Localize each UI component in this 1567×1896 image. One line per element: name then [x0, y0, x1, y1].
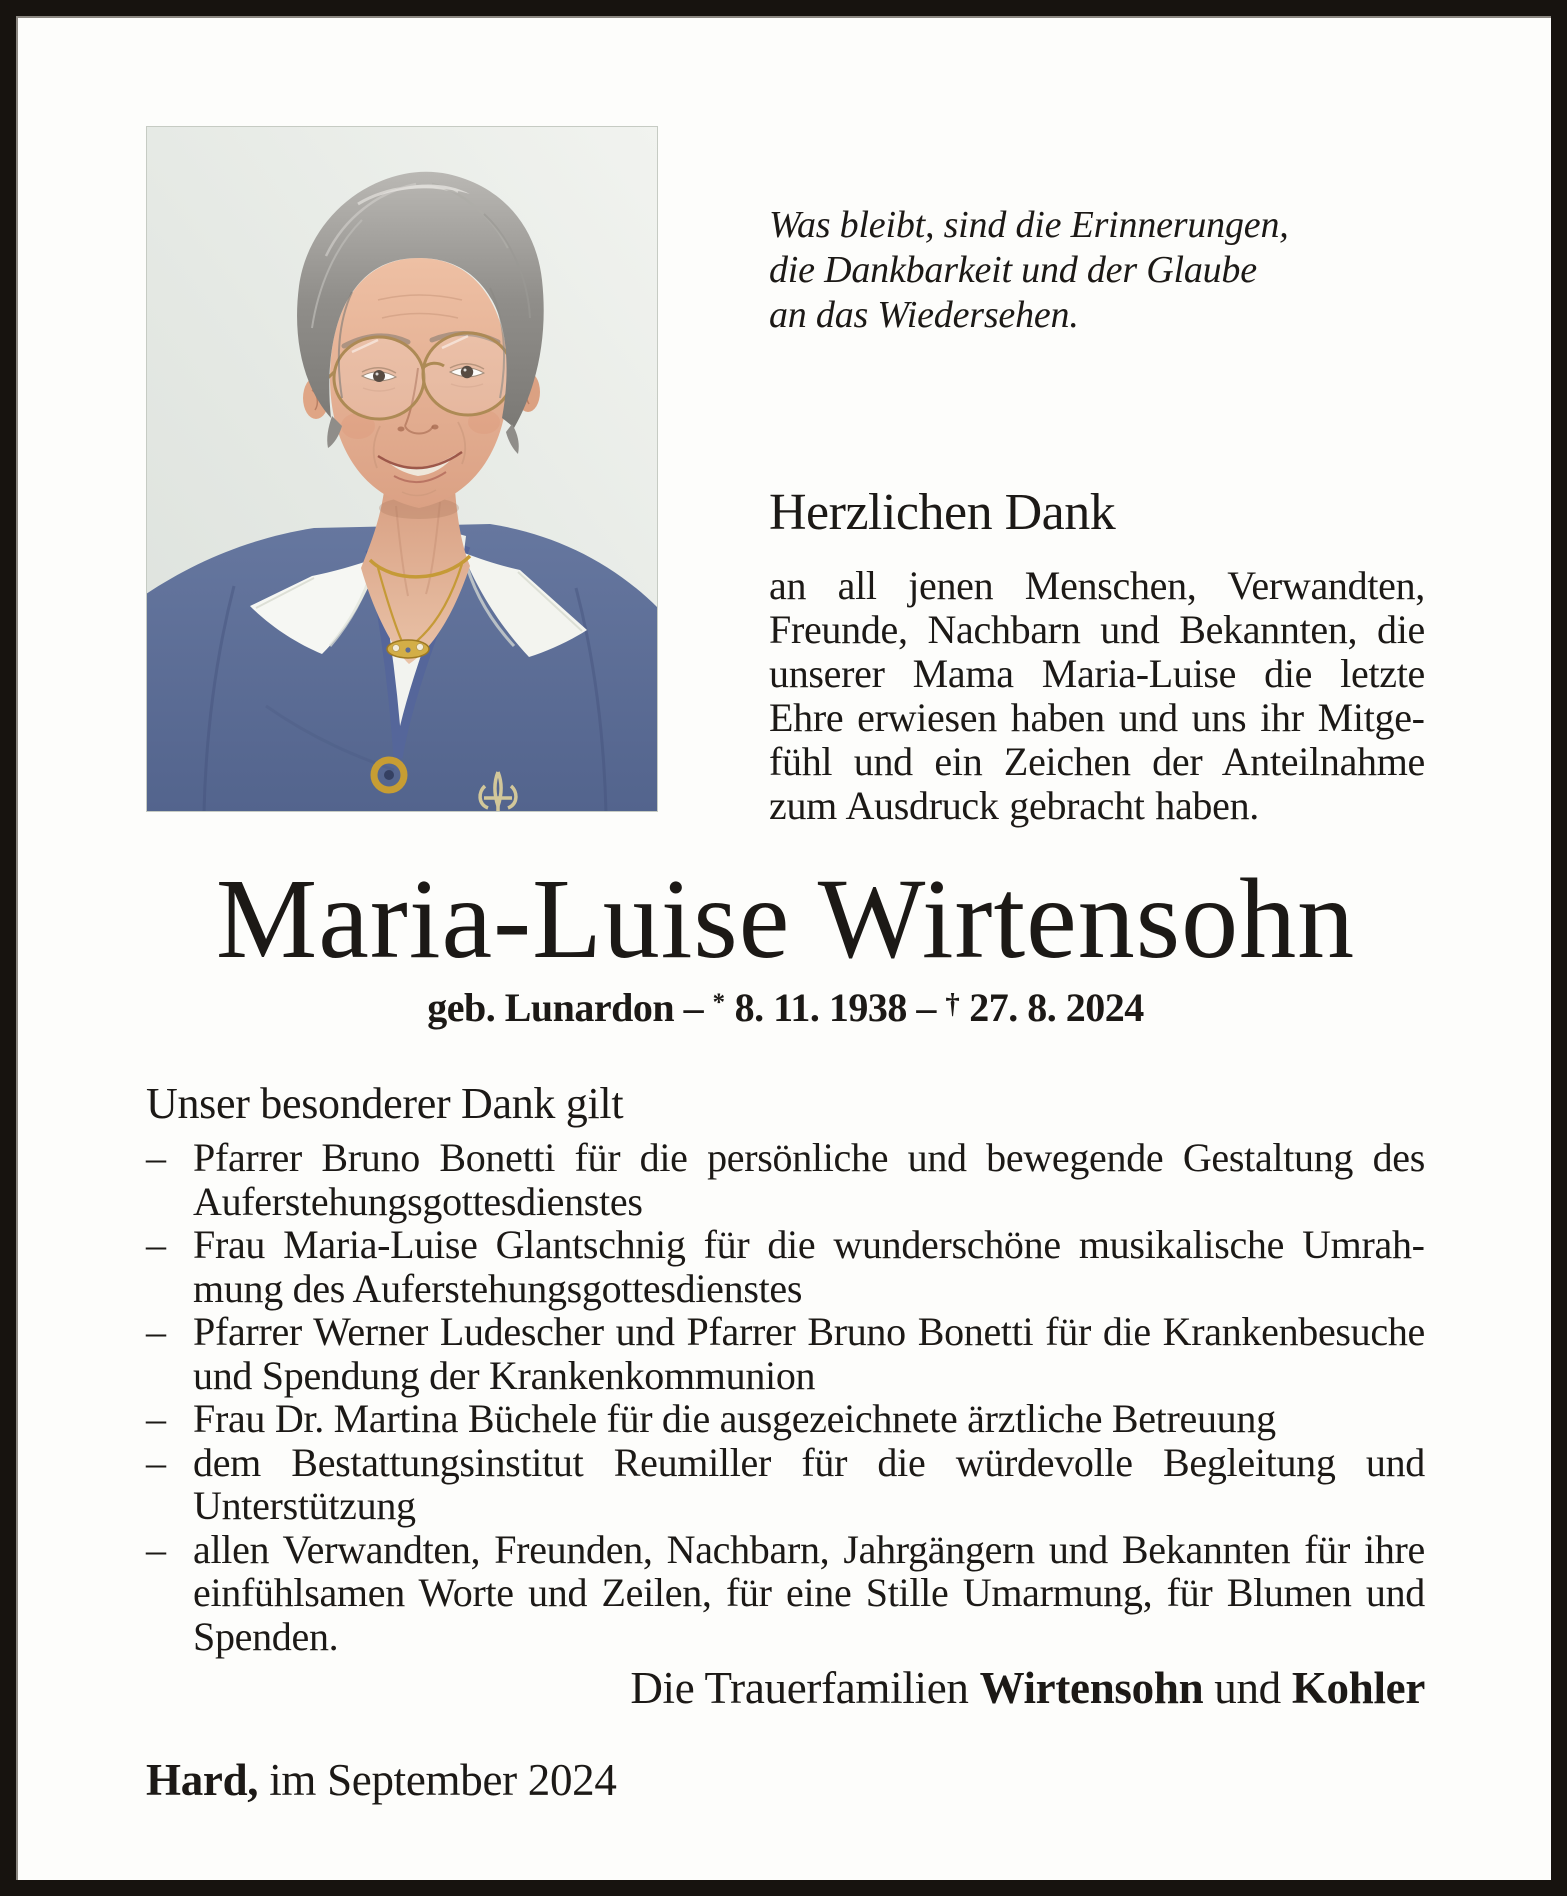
dash-bullet: –: [146, 1526, 166, 1572]
list-item-text: Frau Dr. Martina Büchele für die ausgezeichnete ärztliche Betreuung: [193, 1396, 1276, 1442]
family-name-2: Kohler: [1291, 1663, 1425, 1714]
dash-bullet: –: [146, 1222, 166, 1268]
memorial-quote: [769, 203, 1425, 338]
birth-date: 8. 11. 1938: [734, 985, 907, 1031]
death-dagger-symbol: †: [945, 988, 960, 1021]
list-item: [146, 1136, 1425, 1223]
dash-bullet: –: [146, 1135, 166, 1181]
date-text: im September 2024: [269, 1755, 617, 1806]
special-thanks-heading: Unser besonderer Dank gilt: [146, 1079, 624, 1129]
list-item: [146, 1528, 1425, 1659]
list-item-text: Pfarrer Bruno Bonetti für die persönliche und bewegende Gestaltung des Auferstehungsgottesdienstes: [193, 1135, 1425, 1224]
dash-bullet: –: [146, 1396, 166, 1442]
list-item-text: Frau Maria-Luise Glantschnig für die wunderschöne musikalische Umrahmung des Auferstehungsgottesdienstes: [193, 1222, 1425, 1311]
separator-dash: –: [683, 985, 704, 1031]
list-item-text: dem Bestattungsinstitut Reumiller für die würdevolle Begleitung und Unterstützung: [193, 1439, 1425, 1529]
list-item: [146, 1310, 1425, 1397]
list-item-text: Pfarrer Werner Ludescher und Pfarrer Bruno Bonetti für die Krankenbesuche und Spendung der Krankenkommunion: [193, 1309, 1425, 1398]
place-name: Hard,: [146, 1755, 259, 1806]
portrait-photo: [146, 126, 658, 812]
list-item: [146, 1397, 1425, 1441]
place-date-line: [146, 1757, 1425, 1804]
closing-families: [146, 1665, 1425, 1712]
quote-line: an das Wiedersehen.: [769, 294, 1079, 336]
closing-prefix: Die Trauerfamilien: [630, 1663, 969, 1714]
elderly-woman-portrait: [146, 126, 658, 812]
family-name-1: Wirtensohn: [979, 1663, 1204, 1714]
dash-bullet: –: [146, 1439, 166, 1485]
quote-line: Was bleibt, sind die Erinnerungen,: [769, 204, 1289, 246]
deceased-name: Maria-Luise Wirtensohn: [215, 855, 1356, 982]
dash-bullet: –: [146, 1309, 166, 1355]
list-item: [146, 1441, 1425, 1528]
closing-conjunction: und: [1214, 1663, 1281, 1714]
quote-line: die Dankbarkeit und der Glaube: [769, 249, 1257, 291]
list-item-text: allen Verwandten, Freunden, Nachbarn, Jahrgängern und Bekannten für ihre einfühlsamen Worte und Zeilen, für eine Stille Umarmung, für Blumen und Spenden.: [193, 1526, 1425, 1659]
list-item: [146, 1223, 1425, 1310]
death-date: 27. 8. 2024: [969, 985, 1144, 1031]
thanks-heading: Herzlichen Dank: [769, 484, 1116, 541]
special-thanks-list: [146, 1136, 1425, 1658]
top-section: [146, 126, 1425, 828]
maiden-name: geb. Lunardon: [427, 985, 675, 1031]
birth-death-line: [146, 979, 1425, 1032]
birth-star-symbol: *: [712, 989, 726, 1016]
right-column: [769, 126, 1425, 828]
thanks-body: an all jenen Menschen, Verwandten, Freunde, Nachbarn und Bekannten, die unserer Mama Maria-Luise die letzte Ehre erwiesen haben und uns ihr Mitgefühl und ein Zeichen der Anteilnahme zum Ausdruck gebracht haben.: [769, 563, 1425, 828]
separator-dash: –: [916, 985, 936, 1031]
